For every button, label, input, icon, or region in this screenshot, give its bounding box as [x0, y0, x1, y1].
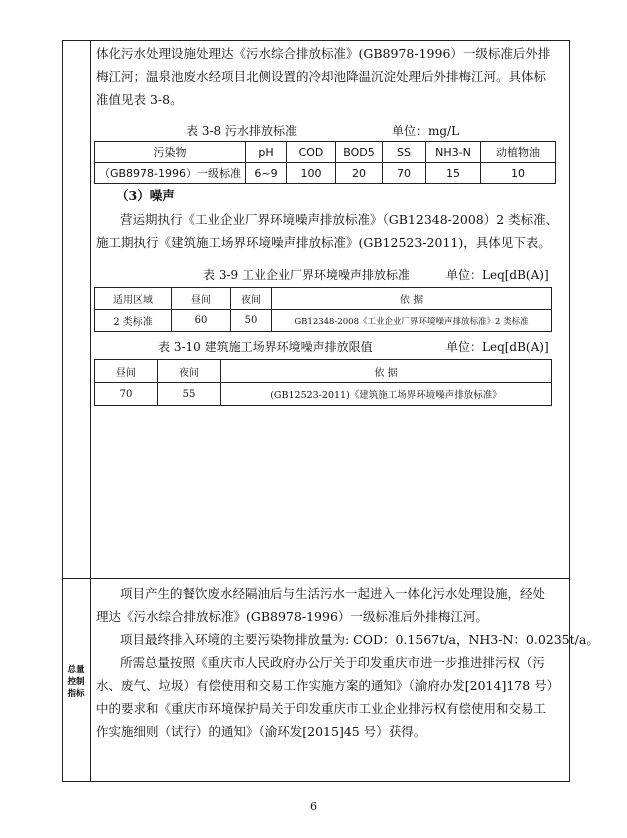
header-cell: 污染物: [95, 142, 246, 163]
table-3-9-unit: 单位：Leq[dB(A)]: [446, 268, 549, 282]
table-cell: 70: [95, 383, 158, 406]
text-line: 所需总量按照《重庆市人民政府办公厅关于印发重庆市进一步推进排污权（污: [120, 655, 546, 670]
text-line: 水、废气、垃圾）有偿使用和交易工作实施方案的通知》（渝府办发[2014]178 号）: [96, 678, 560, 693]
row-divider: [62, 578, 570, 579]
noise-paragraph: [96, 208, 558, 254]
text-line: 施工期执行《建筑施工场界环境噪声排放标准》(GB12523-2011)，具体见下表。: [96, 235, 551, 250]
text-line: 中的要求和《重庆市环境保护局关于印发重庆市工业企业排污权有偿使用和交易工: [96, 701, 547, 716]
header-cell: 夜间: [158, 360, 221, 383]
table-cell: 50: [231, 310, 272, 332]
table-3-10-title: 表 3-10 建筑施工场界环境噪声排放限值: [158, 340, 373, 354]
side-label-line: 控制: [67, 677, 85, 687]
table-3-10-construction-noise: [94, 359, 552, 406]
table-cell: (GB12523-2011)《建筑施工场界环境噪声排放标准》: [221, 383, 552, 406]
header-cell: 昼间: [172, 288, 231, 310]
section-label-total-control: [63, 664, 89, 700]
table-cell: 15: [426, 163, 481, 184]
table-3-8-unit: 单位：mg/L: [392, 124, 460, 138]
table-cell: 60: [172, 310, 231, 332]
table-3-9-industrial-noise: [94, 287, 552, 332]
header-cell: 动植物油: [481, 142, 556, 163]
text-line: 梅江河；温泉池废水经项目北侧设置的冷却池降温沉淀处理后外排梅江河。具体标: [96, 69, 547, 84]
column-divider: [90, 40, 91, 782]
table-cell: GB12348-2008《工业企业厂界环境噪声排放标准》2 类标准: [272, 310, 552, 332]
table-row: [95, 163, 556, 184]
header-cell: NH3-N: [426, 142, 481, 163]
page-number: 6: [310, 800, 317, 813]
text-line: 作实施细则（试行）的通知》（渝环发[2015]45 号）获得。: [96, 724, 427, 739]
table-header-row: [95, 288, 552, 310]
text-line: 项目最终排入环境的主要污染物排放量为: COD：0.1567t/a，NH3-N：0.0235t/a。: [120, 632, 599, 647]
table-cell: 100: [287, 163, 336, 184]
text-line: 理达《污水综合排放标准》(GB8978-1996）一级标准后外排梅江河。: [96, 609, 488, 624]
header-cell: 昼间: [95, 360, 158, 383]
header-cell: SS: [383, 142, 426, 163]
table-3-8-wastewater-standard: [94, 141, 556, 184]
header-cell: 夜间: [231, 288, 272, 310]
header-cell: pH: [246, 142, 287, 163]
table-3-8-title: 表 3-8 污水排放标准: [186, 124, 297, 138]
total-control-paragraph: [96, 582, 599, 743]
table-row: [95, 383, 552, 406]
table-cell: 70: [383, 163, 426, 184]
table-cell: （GB8978-1996）一级标准: [95, 163, 246, 184]
header-cell: 依 据: [272, 288, 552, 310]
side-label-line: 总量: [67, 665, 85, 675]
wastewater-paragraph: [96, 42, 558, 111]
header-cell: 适用区域: [95, 288, 172, 310]
header-cell: 依 据: [221, 360, 552, 383]
table-cell: 10: [481, 163, 556, 184]
text-line: 准值见表 3-8。: [96, 92, 183, 107]
text-line: 体化污水处理设施处理达《污水综合排放标准》(GB8978-1996）一级标准后外排: [96, 46, 551, 61]
text-line: 营运期执行《工业企业厂界环境噪声排放标准》（GB12348-2008）2 类标准、: [120, 212, 559, 227]
table-header-row: [95, 142, 556, 163]
header-cell: COD: [287, 142, 336, 163]
table-row: [95, 310, 552, 332]
header-cell: BOD5: [336, 142, 383, 163]
table-cell: 6~9: [246, 163, 287, 184]
table-header-row: [95, 360, 552, 383]
table-3-10-unit: 单位：Leq[dB(A)]: [446, 340, 549, 354]
table-cell: 20: [336, 163, 383, 184]
noise-heading: （3）噪声: [116, 188, 175, 203]
side-label-line: 指标: [67, 689, 85, 699]
table-3-9-title: 表 3-9 工业企业厂界环境噪声排放标准: [203, 268, 410, 282]
table-cell: 55: [158, 383, 221, 406]
text-line: 项目产生的餐饮废水经隔油后与生活污水一起进入一体化污水处理设施，经处: [120, 586, 546, 601]
table-cell: 2 类标准: [95, 310, 172, 332]
